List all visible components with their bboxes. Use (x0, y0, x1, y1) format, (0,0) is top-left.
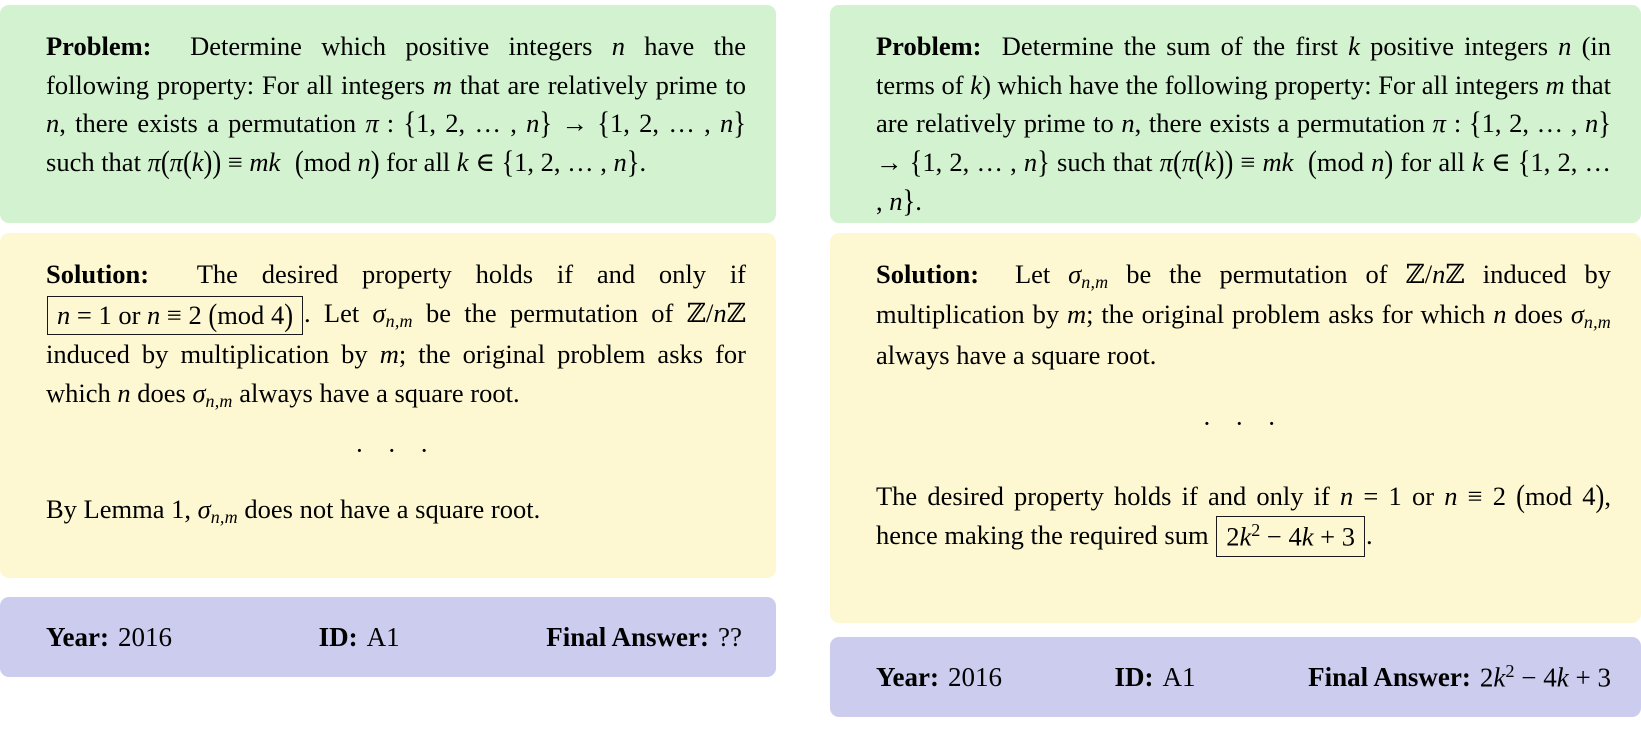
left-solution-paragraph (46, 255, 746, 414)
left-year-label: Year: (46, 621, 109, 652)
right-final-answer-value: $2k^2 - 4k + 3$ (1479, 660, 1611, 693)
right-year-label: Year: (876, 661, 939, 692)
right-problem-body: Determine the sum of the first k positive integers n (in terms of k) which have the following property: For all integers m that are relatively prime to n, there exists a permutation π : {1, 2, … , n} → {1, 2, … , n} such that π(π(k)) ≡ mk (mod n) for all k ∈ {1, 2, … , n}. (876, 31, 1612, 219)
left-solution-panel (0, 233, 776, 578)
right-solution-body: Let $\sigma_{n,m}$ be the permutation of ℤ/nℤ induced by multiplication by m; the original problem asks for which n does $\sigma_{n,m}$ always have a square root. (876, 259, 1612, 370)
left-problem-text (0, 5, 776, 202)
right-solution-ellipsis: · · · (1202, 408, 1285, 439)
right-problem-panel (830, 5, 1641, 223)
right-meta-bar (830, 637, 1641, 717)
left-problem-label: Problem: (46, 31, 152, 61)
right-meta-row (830, 637, 1641, 717)
right-final-answer-field (1308, 661, 1611, 694)
right-year-field (876, 662, 1002, 693)
left-meta-row (0, 597, 776, 677)
right-solution-final-paragraph: The desired property holds if and only if n = 1 or n ≡ 2 (mod 4), hence making the required sum $2k^2 - 4k + 3$ . (876, 477, 1611, 557)
left-id-label: ID: (318, 621, 358, 652)
right-id-label: ID: (1114, 661, 1154, 692)
left-id-field (319, 622, 400, 653)
left-solution-final-paragraph: By Lemma 1, $\sigma_{n,m}$ does not have a square root. (46, 493, 541, 527)
left-final-answer-label: Final Answer: (546, 621, 710, 652)
left-solution-text (0, 233, 776, 550)
right-final-answer-label: Final Answer: (1308, 662, 1471, 693)
left-solution-boxed-answer: n = 1 or n ≡ 2 (mod 4) (47, 296, 303, 335)
right-solution-label: Solution: (876, 259, 980, 289)
left-problem-panel (0, 5, 776, 223)
right-problem-label: Problem: (876, 31, 982, 61)
left-solution-body: The desired property holds if and only if n = 1 or n ≡ 2 (mod 4) . Let $\sigma_{n,m}$ be the permutation of ℤ/nℤ induced by multiplication by m; the original problem asks for which n does $\sigma_{n,m}$ always have a square root. (46, 259, 747, 411)
right-id-value: A1 (1162, 661, 1196, 692)
left-final-answer-field (546, 622, 742, 653)
right-solution-text (830, 233, 1641, 577)
right-solution-paragraph (876, 255, 1611, 374)
right-id-field (1115, 662, 1196, 693)
left-final-answer-value: ?? (718, 621, 742, 652)
left-year-field (46, 622, 172, 653)
right-solution-panel (830, 233, 1641, 623)
left-meta-bar (0, 597, 776, 677)
right-solution-boxed-answer: $2k^2 - 4k + 3$ (1216, 516, 1365, 557)
left-solution-label: Solution: (46, 259, 150, 289)
right-problem-text (830, 5, 1641, 240)
left-year-value: 2016 (117, 621, 172, 652)
left-problem-body: Determine which positive integers n have the following property: For all integers m that are relatively prime to n, there exists a permutation π : {1, 2, … , n} → {1, 2, … , n} such that π(π(k)) ≡ mk (mod n) for all k ∈ {1, 2, … , n}. (46, 31, 747, 180)
right-year-value: 2016 (947, 661, 1002, 692)
left-id-value: A1 (366, 621, 400, 652)
left-solution-ellipsis: · · · (354, 435, 438, 466)
